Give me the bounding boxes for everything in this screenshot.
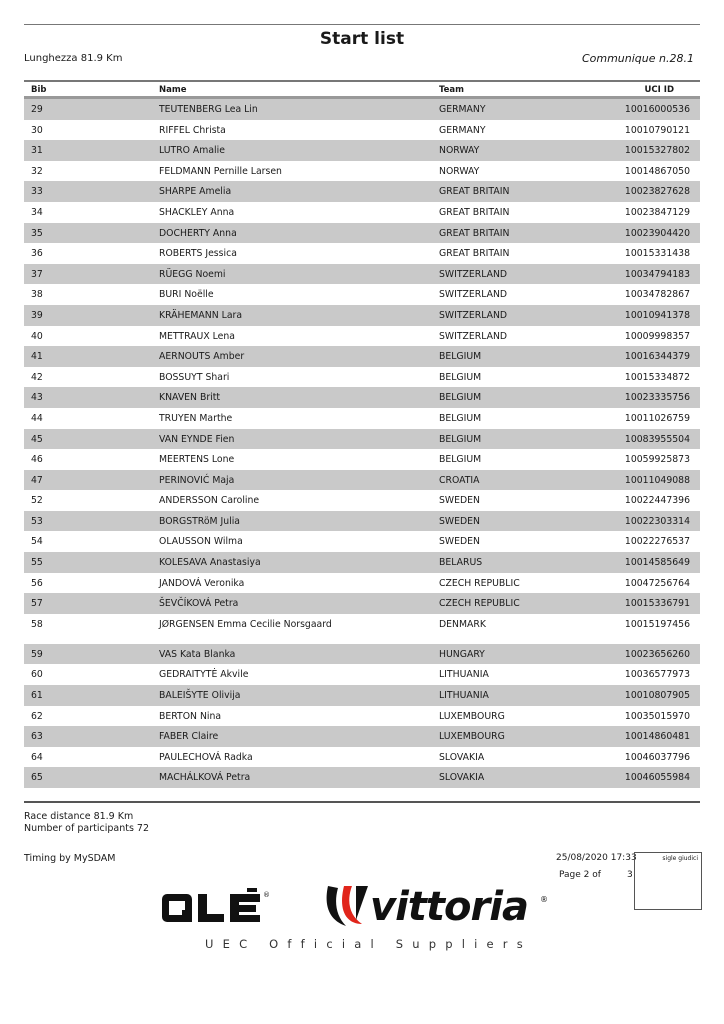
team-cell: SWEDEN	[439, 495, 480, 507]
uci-id-cell: 10009998357	[624, 330, 690, 342]
table-row	[24, 140, 700, 161]
team-cell: SWEDEN	[439, 536, 480, 548]
team-cell: BELGIUM	[439, 454, 482, 466]
uci-id-cell: 10014867050	[624, 165, 690, 177]
uci-id-cell: 10015197456	[624, 618, 690, 630]
ale-registered-mark: ®	[263, 891, 270, 899]
uci-id-cell: 10011049088	[624, 474, 690, 486]
bib-cell: 38	[31, 289, 43, 301]
table-row	[24, 644, 700, 665]
name-cell: DOCHERTY Anna	[159, 227, 237, 239]
name-cell: ROBERTS Jessica	[159, 248, 237, 260]
team-cell: DENMARK	[439, 618, 486, 630]
judges-signature-box	[634, 852, 702, 910]
team-cell: GREAT BRITAIN	[439, 227, 510, 239]
uci-id-cell: 10014585649	[624, 557, 690, 569]
uci-id-cell: 10010790121	[624, 124, 690, 136]
uci-id-cell: 10023827628	[624, 186, 690, 198]
uci-id-cell: 10015331438	[624, 248, 690, 260]
bib-cell: 31	[31, 145, 43, 157]
bib-cell: 47	[31, 474, 43, 486]
uci-id-cell: 10016344379	[624, 351, 690, 363]
uci-id-cell: 10022303314	[624, 515, 690, 527]
bib-cell: 54	[31, 536, 43, 548]
uci-id-cell: 10022447396	[624, 495, 690, 507]
bib-cell: 45	[31, 433, 43, 445]
table-row	[24, 614, 700, 644]
page-total: 3	[627, 870, 633, 880]
table-row	[24, 223, 700, 244]
name-cell: SHARPE Amelia	[159, 186, 232, 198]
table-row	[24, 181, 700, 202]
table-row	[24, 346, 700, 367]
team-cell: LUXEMBOURG	[439, 710, 505, 722]
name-cell: FABER Claire	[159, 731, 219, 743]
table-row	[24, 202, 700, 223]
uci-id-cell: 10034782867	[624, 289, 690, 301]
col-bib: Bib	[31, 85, 47, 95]
bib-cell: 43	[31, 392, 43, 404]
vittoria-logo	[322, 880, 552, 936]
bib-cell: 33	[31, 186, 43, 198]
table-row	[24, 429, 700, 450]
name-cell: RÜEGG Noemi	[159, 268, 226, 280]
table-row	[24, 726, 700, 747]
table-row	[24, 326, 700, 347]
table-row	[24, 664, 700, 685]
name-cell: KNAVEN Britt	[159, 392, 221, 404]
table-row	[24, 685, 700, 706]
team-cell: GREAT BRITAIN	[439, 186, 510, 198]
uci-id-cell: 10034794183	[624, 268, 690, 280]
bib-cell: 46	[31, 454, 43, 466]
team-cell: BELGIUM	[439, 412, 482, 424]
uci-id-cell: 10015336791	[624, 598, 690, 610]
table-row	[24, 264, 700, 285]
print-datetime: 25/08/2020 17:33	[556, 853, 637, 863]
bib-cell: 37	[31, 268, 43, 280]
name-cell: JANDOVÁ Veronika	[159, 577, 245, 589]
name-cell: SHACKLEY Anna	[159, 206, 235, 218]
uci-id-cell: 10035015970	[624, 710, 690, 722]
bib-cell: 56	[31, 577, 43, 589]
table-header	[24, 80, 700, 96]
team-cell: SWEDEN	[439, 515, 480, 527]
name-cell: BURI Noëlle	[159, 289, 214, 301]
table-row	[24, 470, 700, 491]
team-cell: GREAT BRITAIN	[439, 206, 510, 218]
col-team: Team	[439, 85, 465, 95]
name-cell: ANDERSSON Caroline	[159, 495, 260, 507]
bib-cell: 52	[31, 495, 43, 507]
name-cell: VAS Kata Blanka	[159, 648, 236, 660]
team-cell: SWITZERLAND	[439, 330, 508, 342]
name-cell: RIFFEL Christa	[159, 124, 226, 136]
name-cell: ŠEVČÍKOVÁ Petra	[159, 598, 239, 610]
table-row	[24, 367, 700, 388]
bib-cell: 55	[31, 557, 43, 569]
name-cell: BALEIŠYTE Olivija	[159, 690, 241, 702]
uci-id-cell: 10015327802	[624, 145, 690, 157]
team-cell: BELGIUM	[439, 371, 482, 383]
top-rule	[24, 24, 700, 25]
bib-cell: 44	[31, 412, 43, 424]
team-cell: LUXEMBOURG	[439, 731, 505, 743]
team-cell: SWITZERLAND	[439, 268, 508, 280]
uci-id-cell: 10022276537	[624, 536, 690, 548]
uci-id-cell: 10011026759	[624, 412, 690, 424]
table-row	[24, 552, 700, 573]
table-row	[24, 767, 700, 788]
bib-cell: 63	[31, 731, 43, 743]
uci-id-cell: 10059925873	[624, 454, 690, 466]
official-suppliers-caption: UEC Official Suppliers	[205, 937, 532, 951]
col-uci-id: UCI ID	[644, 85, 674, 95]
bib-cell: 53	[31, 515, 43, 527]
team-cell: LITHUANIA	[439, 690, 489, 702]
uci-id-cell: 10023904420	[624, 227, 690, 239]
uci-id-cell: 10010807905	[624, 690, 690, 702]
uci-id-cell: 10083955504	[624, 433, 690, 445]
table-row	[24, 305, 700, 326]
bib-cell: 65	[31, 772, 43, 784]
race-length: Lunghezza 81.9 Km	[24, 53, 123, 64]
table-row	[24, 161, 700, 182]
race-distance: Race distance 81.9 Km	[24, 811, 134, 822]
uci-id-cell: 10010941378	[624, 309, 690, 321]
uci-id-cell: 10016000536	[624, 104, 690, 115]
communique-number: Communique n.28.1	[581, 52, 694, 65]
table-row	[24, 490, 700, 511]
team-cell: NORWAY	[439, 165, 480, 177]
start-list-table	[24, 80, 700, 788]
bib-cell: 35	[31, 227, 43, 239]
timing-credit: Timing by MySDAM	[24, 853, 116, 864]
team-cell: LITHUANIA	[439, 669, 489, 681]
team-cell: CZECH REPUBLIC	[439, 577, 520, 589]
name-cell: KOLESAVA Anastasiya	[159, 557, 261, 569]
team-cell: BELGIUM	[439, 433, 482, 445]
name-cell: LUTRO Amalie	[159, 145, 225, 157]
team-cell: BELARUS	[439, 557, 483, 569]
bib-cell: 36	[31, 248, 43, 260]
name-cell: TEUTENBERG Lea Lin	[159, 104, 258, 115]
bib-cell: 30	[31, 124, 43, 136]
team-cell: GERMANY	[439, 104, 486, 115]
bib-cell: 34	[31, 206, 43, 218]
table-row	[24, 120, 700, 141]
bib-cell: 40	[31, 330, 43, 342]
bottom-rule	[24, 801, 700, 803]
table-row	[24, 593, 700, 614]
name-cell: FELDMANN Pernille Larsen	[159, 165, 282, 177]
table-row	[24, 99, 700, 120]
team-cell: BELGIUM	[439, 351, 482, 363]
bib-cell: 39	[31, 309, 43, 321]
bib-cell: 62	[31, 710, 43, 722]
name-cell: BORGSTRöM Julia	[159, 515, 240, 527]
team-cell: BELGIUM	[439, 392, 482, 404]
name-cell: JØRGENSEN Emma Cecilie Norsgaard	[159, 618, 332, 630]
sigle-label: sigle giudici	[662, 855, 698, 862]
name-cell: GEDRAITYTĖ Akvile	[159, 669, 249, 681]
bib-cell: 57	[31, 598, 43, 610]
table-row	[24, 408, 700, 429]
team-cell: SWITZERLAND	[439, 289, 508, 301]
bib-cell: 61	[31, 690, 43, 702]
team-cell: NORWAY	[439, 145, 480, 157]
team-cell: CROATIA	[439, 474, 480, 486]
team-cell: SLOVAKIA	[439, 772, 485, 784]
name-cell: BERTON Nina	[159, 710, 222, 722]
participants-count: Number of participants 72	[24, 823, 149, 834]
table-row	[24, 531, 700, 552]
bib-cell: 29	[31, 104, 43, 115]
name-cell: METTRAUX Lena	[159, 330, 235, 342]
uci-id-cell: 10046037796	[624, 751, 690, 763]
team-cell: CZECH REPUBLIC	[439, 598, 520, 610]
bib-cell: 32	[31, 165, 43, 177]
uci-id-cell: 10046055984	[624, 772, 690, 784]
team-cell: GREAT BRITAIN	[439, 248, 510, 260]
table-row	[24, 573, 700, 594]
table-row	[24, 747, 700, 768]
team-cell: HUNGARY	[439, 648, 485, 660]
name-cell: MACHÁLKOVÁ Petra	[159, 772, 251, 784]
name-cell: AERNOUTS Amber	[159, 351, 245, 363]
name-cell: OLAUSSON Wilma	[159, 536, 243, 548]
table-body	[24, 99, 700, 788]
ale-logo	[160, 888, 270, 932]
bib-cell: 42	[31, 371, 43, 383]
name-cell: PAULECHOVÁ Radka	[159, 751, 253, 763]
col-name: Name	[159, 85, 187, 95]
vittoria-wordmark: vittoria	[370, 884, 528, 930]
uci-id-cell: 10014860481	[624, 731, 690, 743]
table-row	[24, 511, 700, 532]
name-cell: TRUYEN Marthe	[159, 412, 233, 424]
bib-cell: 59	[31, 648, 43, 660]
page-label: Page 2 of	[559, 870, 601, 880]
team-cell: GERMANY	[439, 124, 486, 136]
bib-cell: 64	[31, 751, 43, 763]
uci-id-cell: 10036577973	[624, 669, 690, 681]
name-cell: PERINOVIĆ Maja	[159, 474, 235, 486]
team-cell: SWITZERLAND	[439, 309, 508, 321]
name-cell: KRÄHEMANN Lara	[159, 309, 243, 321]
bib-cell: 58	[31, 618, 43, 630]
table-row	[24, 387, 700, 408]
uci-id-cell: 10023335756	[624, 392, 690, 404]
name-cell: VAN EYNDE Fien	[159, 433, 235, 445]
table-row	[24, 284, 700, 305]
bib-cell: 60	[31, 669, 43, 681]
uci-id-cell: 10023656260	[624, 648, 690, 660]
name-cell: BOSSUYT Shari	[159, 371, 230, 383]
vittoria-registered-mark: ®	[540, 895, 548, 904]
table-row	[24, 706, 700, 727]
uci-id-cell: 10015334872	[624, 371, 690, 383]
uci-id-cell: 10023847129	[624, 206, 690, 218]
team-cell: SLOVAKIA	[439, 751, 485, 763]
table-row	[24, 449, 700, 470]
bib-cell: 41	[31, 351, 43, 363]
table-row	[24, 243, 700, 264]
name-cell: MEERTENS Lone	[159, 454, 235, 466]
uci-id-cell: 10047256764	[624, 577, 690, 589]
page-title: Start list	[319, 29, 405, 49]
